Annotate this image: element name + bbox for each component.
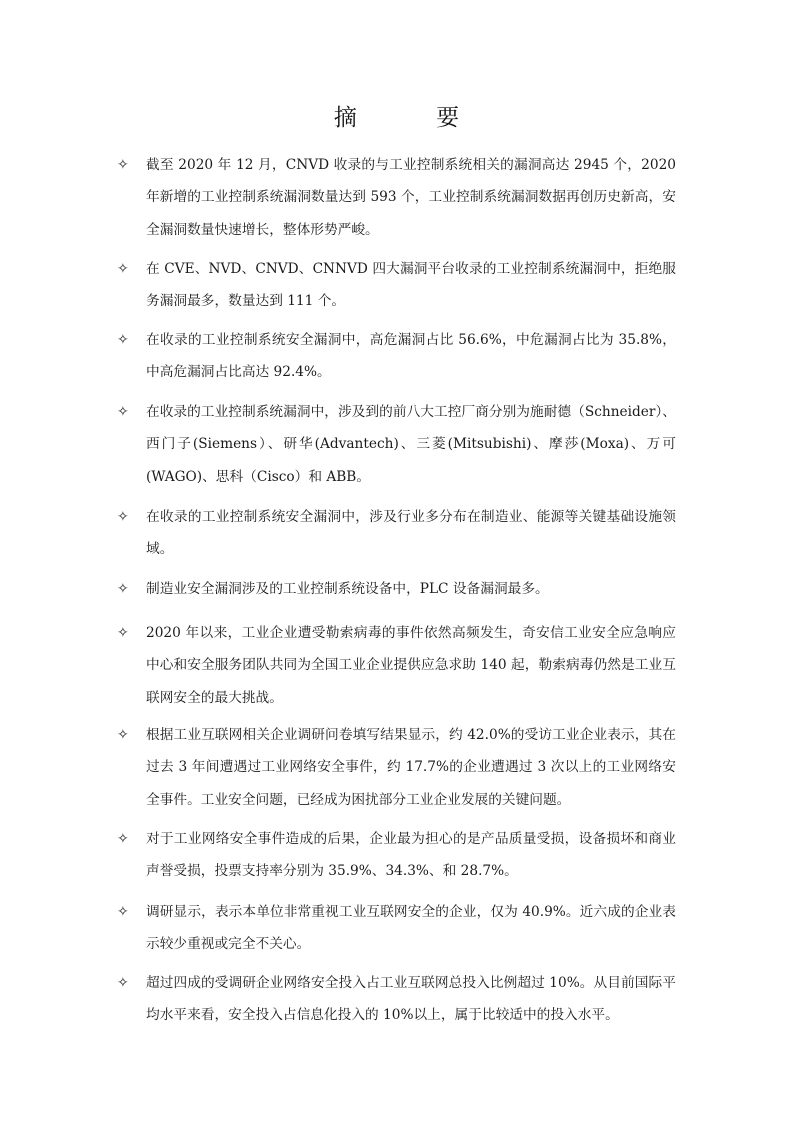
list-item-text: 调研显示，表示本单位非常重视工业互联网安全的企业，仅为 40.9%。近六成的企业表示较少重视或完全不关心。	[146, 904, 676, 953]
bullet-diamond-icon: ✧	[117, 831, 129, 847]
list-item-text: 截至 2020 年 12 月，CNVD 收录的与工业控制系统相关的漏洞高达 2945 个，2020 年新增的工业控制系统漏洞数量达到 593 个，工业控制系统漏洞数据再创历史新高，安全漏洞数量快速增长，整体形势严峻。	[146, 157, 676, 238]
bullet-diamond-icon: ✧	[117, 727, 129, 743]
bullet-diamond-icon: ✧	[117, 404, 129, 420]
bullet-diamond-icon: ✧	[117, 332, 129, 348]
list-item-text: 在收录的工业控制系统安全漏洞中，涉及行业多分布在制造业、能源等关键基础设施领域。	[146, 509, 676, 558]
bullet-diamond-icon: ✧	[117, 261, 129, 277]
list-item-text: 在收录的工业控制系统安全漏洞中，高危漏洞占比 56.6%，中危漏洞占比为 35.8%，中高危漏洞占比高达 92.4%。	[146, 332, 676, 381]
bullet-diamond-icon: ✧	[117, 509, 129, 525]
list-item-text: 在收录的工业控制系统漏洞中，涉及到的前八大工控厂商分别为施耐德（Schneider）、西门子(Siemens）、研华(Advantech)、三菱(Mitsubishi)、摩莎(Moxa)、万可(WAGO)、思科（Cisco）和 ABB。	[146, 404, 676, 485]
bullet-diamond-icon: ✧	[117, 157, 129, 173]
bullet-diamond-icon: ✧	[117, 975, 129, 991]
list-item-text: 在 CVE、NVD、CNVD、CNNVD 四大漏洞平台收录的工业控制系统漏洞中，拒绝服务漏洞最多，数量达到 111 个。	[146, 261, 676, 310]
list-item-text: 对于工业网络安全事件造成的后果，企业最为担心的是产品质量受损，设备损坏和商业声誉受损，投票支持率分别为 35.9%、34.3%、和 28.7%。	[146, 831, 676, 880]
list-item-text: 超过四成的受调研企业网络安全投入占工业互联网总投入比例超过 10%。从目前国际平均水平来看，安全投入占信息化投入的 10%以上，属于比较适中的投入水平。	[146, 975, 676, 1024]
list-item-text: 根据工业互联网相关企业调研问卷填写结果显示，约 42.0%的受访工业企业表示，其在过去 3 年间遭遇过工业网络安全事件，约 17.7%的企业遭遇过 3 次以上的工业网络安全事件。工业安全问题，已经成为困扰部分工业企业发展的关键问题。	[146, 727, 676, 808]
bullet-diamond-icon: ✧	[117, 625, 129, 641]
bullet-diamond-icon: ✧	[117, 904, 129, 920]
list-item-text: 2020 年以来，工业企业遭受勒索病毒的事件依然高频发生，奇安信工业安全应急响应中心和安全服务团队共同为全国工业企业提供应急求助 140 起，勒索病毒仍然是工业互联网安全的最大挑战。	[146, 625, 676, 706]
list-item-text: 制造业安全漏洞涉及的工业控制系统设备中，PLC 设备漏洞最多。	[146, 581, 549, 597]
page-title: 摘 要	[333, 105, 496, 131]
bullet-diamond-icon: ✧	[117, 581, 129, 597]
